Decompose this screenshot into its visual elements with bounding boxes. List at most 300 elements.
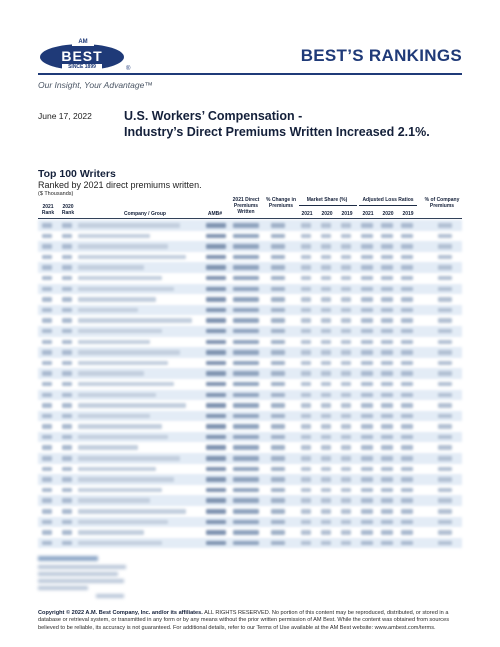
blurred-cell: [301, 223, 311, 228]
blurred-cell: [271, 329, 285, 334]
blurred-cell: [321, 435, 331, 440]
table-row: [38, 506, 462, 517]
blurred-cell: [42, 414, 52, 419]
blurred-cell: [301, 530, 311, 535]
blurred-cell: [438, 371, 452, 376]
blurred-cell: [381, 509, 393, 514]
col-header-ms-2020: 2020: [321, 211, 333, 217]
blurred-cell: [233, 435, 259, 440]
blurred-cell: [233, 530, 259, 535]
blurred-cell: [381, 498, 393, 503]
blurred-cell: [271, 467, 285, 472]
blurred-cell: [62, 287, 72, 292]
blurred-cell: [42, 371, 52, 376]
blurred-cell: [233, 287, 259, 292]
footnote-bar: [96, 594, 124, 598]
table-row: [38, 527, 462, 538]
blurred-cell: [381, 541, 393, 546]
blurred-cell: [321, 477, 331, 482]
blurred-cell: [341, 403, 351, 408]
blurred-cell: [62, 393, 72, 398]
col-header-dpw: 2021 Direct Premiums Written: [232, 197, 260, 215]
blurred-cell: [271, 498, 285, 503]
blurred-cell: [42, 435, 52, 440]
header-rule: [38, 218, 462, 219]
blurred-cell: [321, 424, 331, 429]
blurred-cell: [301, 467, 311, 472]
table-body-blurred: [38, 220, 462, 551]
blurred-cell: [233, 340, 259, 345]
table-row: [38, 294, 462, 305]
blurred-cell: [78, 467, 156, 472]
blurred-cell: [78, 308, 138, 313]
blurred-cell: [341, 265, 351, 270]
blurred-cell: [78, 424, 162, 429]
blurred-cell: [78, 488, 162, 493]
blurred-cell: [438, 498, 452, 503]
blurred-cell: [341, 477, 351, 482]
blurred-cell: [341, 541, 351, 546]
col-header-lr-2019: 2019: [402, 211, 414, 217]
blurred-cell: [321, 265, 331, 270]
blurred-cell: [321, 498, 331, 503]
blurred-cell: [206, 223, 226, 228]
blurred-cell: [381, 403, 393, 408]
blurred-cell: [321, 541, 331, 546]
blurred-cell: [321, 467, 331, 472]
loss-ratios-underline: [359, 205, 417, 206]
blurred-cell: [341, 424, 351, 429]
blurred-cell: [62, 223, 72, 228]
blurred-cell: [361, 424, 373, 429]
footnote-bar: [38, 579, 124, 583]
blurred-cell: [401, 276, 413, 281]
table-row: [38, 538, 462, 549]
blurred-cell: [321, 393, 331, 398]
blurred-cell: [401, 393, 413, 398]
blurred-cell: [361, 265, 373, 270]
blurred-cell: [206, 467, 226, 472]
blurred-cell: [381, 361, 393, 366]
blurred-cell: [401, 340, 413, 345]
blurred-cell: [381, 265, 393, 270]
blurred-cell: [341, 467, 351, 472]
blurred-cell: [438, 329, 452, 334]
blurred-cell: [321, 488, 331, 493]
blurred-cell: [233, 382, 259, 387]
blurred-cell: [233, 541, 259, 546]
blurred-cell: [341, 414, 351, 419]
header-divider: [38, 73, 462, 75]
blurred-cell: [271, 318, 285, 323]
blurred-cell: [271, 340, 285, 345]
blurred-cell: [78, 456, 180, 461]
table-unit: ($ Thousands): [38, 191, 74, 197]
blurred-cell: [321, 361, 331, 366]
blurred-cell: [271, 530, 285, 535]
blurred-cell: [321, 244, 331, 249]
blurred-cell: [361, 488, 373, 493]
blurred-cell: [301, 340, 311, 345]
blurred-cell: [321, 276, 331, 281]
blurred-cell: [206, 530, 226, 535]
table-row: [38, 432, 462, 443]
blurred-cell: [301, 488, 311, 493]
blurred-cell: [62, 255, 72, 260]
blurred-cell: [206, 393, 226, 398]
blurred-cell: [401, 530, 413, 535]
blurred-cell: [401, 382, 413, 387]
blurred-cell: [62, 329, 72, 334]
blurred-cell: [321, 255, 331, 260]
blurred-cell: [271, 424, 285, 429]
blurred-cell: [271, 223, 285, 228]
blurred-cell: [361, 403, 373, 408]
blurred-cell: [401, 361, 413, 366]
blurred-cell: [341, 308, 351, 313]
blurred-cell: [62, 371, 72, 376]
headline-line-1: U.S. Workers’ Compensation -: [124, 109, 303, 123]
blurred-cell: [42, 382, 52, 387]
blurred-cell: [206, 361, 226, 366]
blurred-cell: [381, 520, 393, 525]
blurred-cell: [271, 488, 285, 493]
blurred-cell: [233, 424, 259, 429]
table-row: [38, 517, 462, 528]
blurred-cell: [78, 445, 138, 450]
blurred-cell: [78, 318, 192, 323]
col-header-lr-2020: 2020: [382, 211, 394, 217]
blurred-cell: [301, 297, 311, 302]
blurred-cell: [341, 318, 351, 323]
blurred-cell: [271, 541, 285, 546]
blurred-cell: [301, 318, 311, 323]
blurred-cell: [361, 445, 373, 450]
blurred-cell: [381, 350, 393, 355]
blurred-cell: [361, 414, 373, 419]
blurred-cell: [233, 244, 259, 249]
col-header-lr-2021: 2021: [362, 211, 374, 217]
table-row: [38, 315, 462, 326]
headline-line-2: Industry’s Direct Premiums Written Increased 2.1%.: [124, 125, 430, 139]
blurred-cell: [341, 371, 351, 376]
blurred-cell: [381, 297, 393, 302]
table-row: [38, 326, 462, 337]
blurred-cell: [42, 467, 52, 472]
table-row: [38, 262, 462, 273]
blurred-cell: [341, 382, 351, 387]
blurred-cell: [438, 308, 452, 313]
blurred-cell: [62, 361, 72, 366]
blurred-cell: [206, 488, 226, 493]
col-header-pct-change: % Change in Premiums: [266, 197, 297, 209]
blurred-cell: [438, 318, 452, 323]
blurred-cell: [401, 488, 413, 493]
blurred-cell: [438, 297, 452, 302]
blurred-cell: [301, 361, 311, 366]
blurred-cell: [438, 382, 452, 387]
blurred-cell: [401, 371, 413, 376]
article-headline: [124, 108, 454, 140]
blurred-cell: [42, 520, 52, 525]
blurred-cell: [401, 498, 413, 503]
am-best-logo: [40, 39, 131, 74]
blurred-cell: [381, 287, 393, 292]
blurred-cell: [233, 361, 259, 366]
blurred-cell: [361, 541, 373, 546]
blurred-cell: [62, 276, 72, 281]
table-title: Top 100 Writers: [38, 168, 116, 180]
blurred-cell: [381, 445, 393, 450]
blurred-cell: [361, 350, 373, 355]
blurred-cell: [233, 456, 259, 461]
blurred-cell: [233, 297, 259, 302]
blurred-cell: [62, 297, 72, 302]
blurred-cell: [301, 382, 311, 387]
col-header-rank-2021: 2021 Rank: [41, 204, 55, 216]
blurred-cell: [62, 488, 72, 493]
col-header-ms-2021: 2021: [301, 211, 313, 217]
table-row: [38, 241, 462, 252]
copyright-text: ALL RIGHTS RESERVED. No portion of this content may be reproduced, distributed, or stored in a database or retrieval system, or transmitted in any form or by any means without the prior written permission of AM Best. While the content was obtained from sources believed to be reliable, its accuracy is not guaranteed. For additional details, refer to our Terms of Use available at the AM Best website: www.ambest.com/terms.: [38, 610, 450, 631]
blurred-cell: [301, 308, 311, 313]
blurred-cell: [233, 265, 259, 270]
blurred-cell: [271, 456, 285, 461]
market-share-underline: [299, 205, 357, 206]
blurred-cell: [62, 403, 72, 408]
blurred-cell: [42, 265, 52, 270]
blurred-cell: [438, 403, 452, 408]
blurred-cell: [341, 435, 351, 440]
blurred-cell: [361, 223, 373, 228]
blurred-cell: [42, 234, 52, 239]
blurred-cell: [271, 244, 285, 249]
table-row: [38, 273, 462, 284]
blurred-cell: [301, 393, 311, 398]
blurred-cell: [271, 414, 285, 419]
col-header-amb: AMB#: [207, 211, 223, 217]
blurred-cell: [271, 276, 285, 281]
blurred-cell: [361, 329, 373, 334]
col-header-pct-company: % of Company Premiums: [424, 197, 460, 209]
blurred-cell: [341, 276, 351, 281]
table-subtitle: Ranked by 2021 direct premiums written.: [38, 180, 202, 190]
blurred-cell: [206, 541, 226, 546]
blurred-cell: [438, 509, 452, 514]
blurred-cell: [381, 223, 393, 228]
blurred-cell: [401, 435, 413, 440]
blurred-cell: [438, 265, 452, 270]
blurred-cell: [401, 255, 413, 260]
blurred-cell: [438, 223, 452, 228]
blurred-cell: [401, 318, 413, 323]
blurred-cell: [301, 445, 311, 450]
blurred-cell: [271, 393, 285, 398]
blurred-cell: [62, 541, 72, 546]
blurred-cell: [401, 424, 413, 429]
blurred-cell: [401, 445, 413, 450]
blurred-cell: [321, 371, 331, 376]
blurred-cell: [341, 340, 351, 345]
blurred-cell: [62, 520, 72, 525]
blurred-cell: [62, 350, 72, 355]
blurred-cell: [233, 255, 259, 260]
blurred-cell: [78, 520, 168, 525]
table-row: [38, 485, 462, 496]
table-row: [38, 220, 462, 231]
blurred-cell: [301, 265, 311, 270]
blurred-cell: [361, 467, 373, 472]
blurred-cell: [321, 350, 331, 355]
blurred-cell: [206, 456, 226, 461]
blurred-cell: [321, 509, 331, 514]
blurred-cell: [341, 255, 351, 260]
blurred-cell: [301, 520, 311, 525]
blurred-cell: [233, 520, 259, 525]
blurred-cell: [401, 520, 413, 525]
footnote-bar: [38, 556, 98, 561]
blurred-cell: [301, 350, 311, 355]
blurred-cell: [78, 255, 186, 260]
blurred-cell: [361, 393, 373, 398]
table-row: [38, 347, 462, 358]
table-row: [38, 358, 462, 369]
footnote-bar: [38, 586, 88, 590]
blurred-cell: [233, 393, 259, 398]
blurred-cell: [233, 498, 259, 503]
blurred-cell: [341, 350, 351, 355]
blurred-cell: [78, 414, 150, 419]
blurred-cell: [271, 350, 285, 355]
table-row: [38, 400, 462, 411]
blurred-cell: [233, 371, 259, 376]
blurred-cell: [78, 329, 162, 334]
blurred-cell: [401, 234, 413, 239]
blurred-cell: [62, 509, 72, 514]
blurred-cell: [42, 318, 52, 323]
blurred-cell: [62, 445, 72, 450]
footnote-bar: [38, 572, 118, 576]
blurred-cell: [233, 329, 259, 334]
blurred-cell: [341, 287, 351, 292]
blurred-cell: [78, 393, 156, 398]
blurred-cell: [321, 308, 331, 313]
blurred-cell: [381, 456, 393, 461]
table-row: [38, 337, 462, 348]
blurred-cell: [206, 255, 226, 260]
blurred-cell: [233, 350, 259, 355]
blurred-cell: [301, 414, 311, 419]
blurred-cell: [233, 477, 259, 482]
blurred-cell: [271, 234, 285, 239]
blurred-cell: [78, 350, 180, 355]
blurred-cell: [62, 382, 72, 387]
blurred-cell: [78, 435, 168, 440]
blurred-cell: [42, 244, 52, 249]
blurred-cell: [341, 498, 351, 503]
blurred-cell: [206, 498, 226, 503]
logo-since-text: SINCE 1899: [62, 64, 102, 71]
blurred-cell: [206, 520, 226, 525]
blurred-cell: [321, 297, 331, 302]
blurred-cell: [62, 456, 72, 461]
blurred-cell: [42, 287, 52, 292]
blurred-cell: [62, 467, 72, 472]
blurred-cell: [361, 371, 373, 376]
blurred-cell: [438, 414, 452, 419]
blurred-cell: [381, 308, 393, 313]
blurred-cell: [321, 318, 331, 323]
blurred-cell: [361, 318, 373, 323]
blurred-cell: [78, 403, 186, 408]
blurred-cell: [361, 234, 373, 239]
blurred-cell: [233, 509, 259, 514]
table-row: [38, 474, 462, 485]
blurred-cell: [301, 456, 311, 461]
blurred-cell: [62, 308, 72, 313]
blurred-cell: [341, 530, 351, 535]
blurred-cell: [233, 445, 259, 450]
blurred-cell: [206, 287, 226, 292]
blurred-cell: [78, 509, 186, 514]
blurred-cell: [438, 276, 452, 281]
blurred-cell: [42, 456, 52, 461]
blurred-cell: [401, 350, 413, 355]
blurred-cell: [233, 318, 259, 323]
blurred-cell: [321, 530, 331, 535]
blurred-cell: [62, 340, 72, 345]
tagline: Our Insight, Your Advantage™: [38, 80, 153, 90]
blurred-cell: [361, 509, 373, 514]
blurred-cell: [42, 445, 52, 450]
blurred-cell: [301, 498, 311, 503]
blurred-cell: [233, 488, 259, 493]
blurred-cell: [341, 223, 351, 228]
blurred-cell: [301, 255, 311, 260]
blurred-cell: [438, 541, 452, 546]
blurred-cell: [381, 234, 393, 239]
blurred-cell: [381, 382, 393, 387]
blurred-cell: [42, 393, 52, 398]
table-row: [38, 231, 462, 242]
blurred-cell: [78, 541, 162, 546]
blurred-cell: [321, 340, 331, 345]
blurred-cell: [271, 382, 285, 387]
blurred-cell: [301, 329, 311, 334]
blurred-cell: [438, 435, 452, 440]
blurred-cell: [361, 530, 373, 535]
blurred-cell: [271, 265, 285, 270]
blurred-cell: [271, 403, 285, 408]
blurred-cell: [301, 424, 311, 429]
footnote-bar: [38, 565, 126, 569]
blurred-cell: [401, 329, 413, 334]
table-row: [38, 495, 462, 506]
blurred-cell: [206, 382, 226, 387]
publication-date: June 17, 2022: [38, 111, 92, 121]
blurred-cell: [438, 530, 452, 535]
blurred-cell: [271, 371, 285, 376]
blurred-cell: [62, 477, 72, 482]
blurred-cell: [206, 445, 226, 450]
blurred-cell: [42, 498, 52, 503]
copyright-bold: Copyright © 2022 A.M. Best Company, Inc. and/or its affiliates.: [38, 610, 203, 616]
blurred-cell: [206, 509, 226, 514]
blurred-cell: [301, 509, 311, 514]
blurred-cell: [206, 308, 226, 313]
blurred-cell: [271, 255, 285, 260]
blurred-cell: [271, 477, 285, 482]
